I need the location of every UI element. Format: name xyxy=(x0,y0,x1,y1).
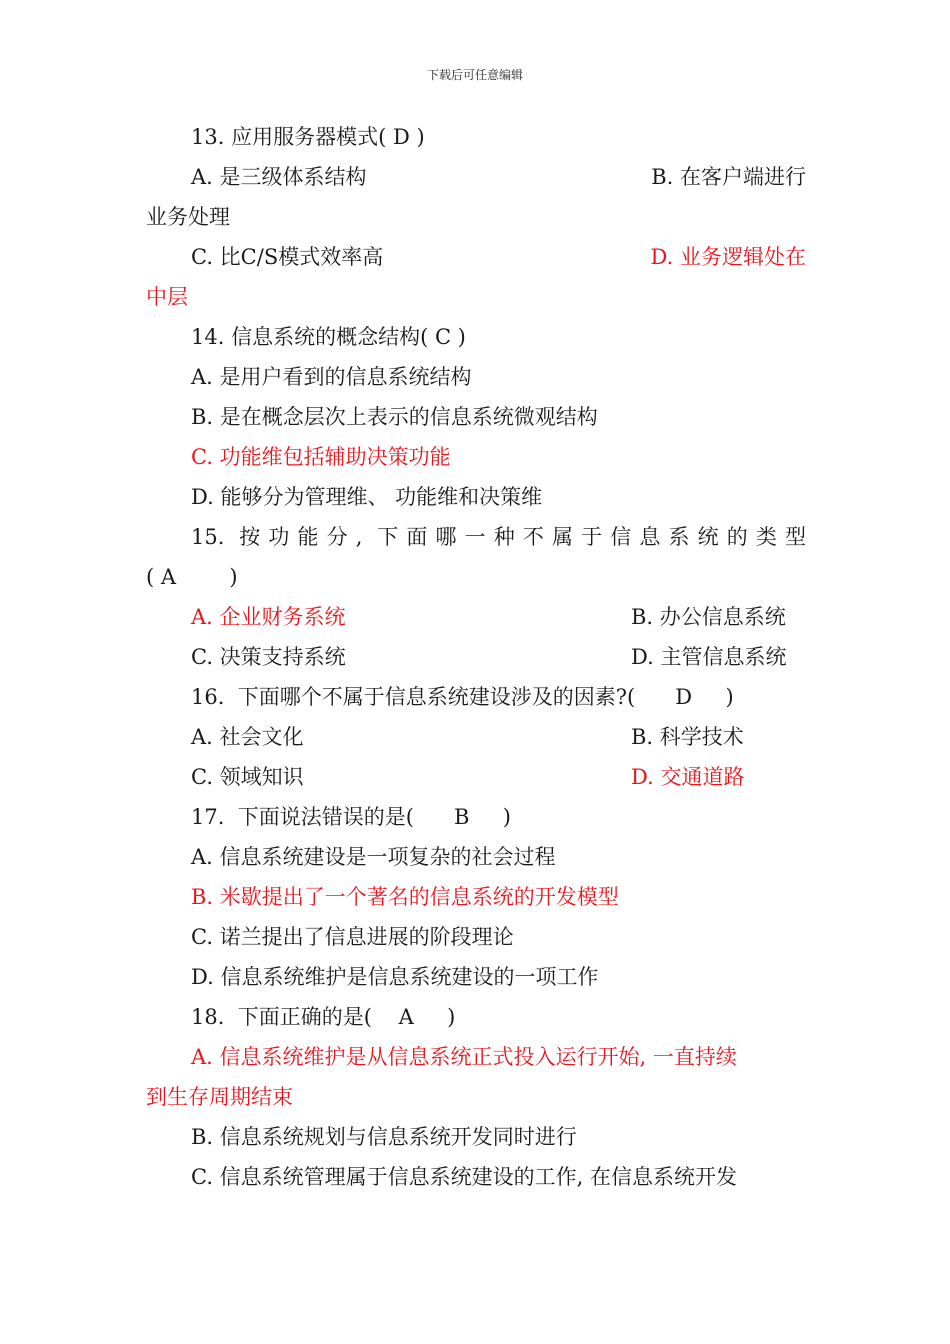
page-header: 下载后可任意编辑 xyxy=(426,68,523,82)
question-14-option-d: D. 能够分为管理维、 功能维和决策维 xyxy=(191,485,543,509)
question-17-option-c: C. 诺兰提出了信息进展的阶段理论 xyxy=(191,925,514,949)
question-15-stem-tail: ( A ) xyxy=(146,565,238,589)
question-17-option-a: A. 信息系统建设是一项复杂的社会过程 xyxy=(191,845,556,869)
question-16-option-d: D. 交通道路 xyxy=(631,765,745,789)
question-13-stem: 13. 应用服务器模式( D ) xyxy=(191,125,425,149)
question-14-stem: 14. 信息系统的概念结构( C ) xyxy=(191,325,466,349)
question-15-option-b: B. 办公信息系统 xyxy=(631,605,786,629)
question-16-option-b: B. 科学技术 xyxy=(631,725,744,749)
question-16-row-cd xyxy=(146,757,806,797)
question-18-stem: 18. 下面正确的是( A ) xyxy=(191,1005,456,1029)
question-14-option-a: A. 是用户看到的信息系统结构 xyxy=(191,365,472,389)
question-15-option-a: A. 企业财务系统 xyxy=(191,605,346,629)
question-15-row-cd xyxy=(146,637,806,677)
question-14-option-c: C. 功能维包括辅助决策功能 xyxy=(191,445,451,469)
question-18-option-a-head: A. 信息系统维护是从信息系统正式投入运行开始, 一直持续 xyxy=(191,1045,737,1069)
question-13-option-a: A. 是三级体系结构 xyxy=(191,165,367,189)
question-16-option-a: A. 社会文化 xyxy=(191,725,304,749)
question-15-row-ab xyxy=(146,597,806,637)
question-15-option-c: C. 决策支持系统 xyxy=(191,645,346,669)
question-13-option-b-head: B. 在客户端进行 xyxy=(651,165,806,189)
document-body xyxy=(146,117,806,1197)
question-13-option-d-tail: 中层 xyxy=(146,285,188,309)
question-15-stem-head: 15. 按功能分, 下面哪一种不属于信息系统的类型 xyxy=(191,525,806,549)
question-15-option-d: D. 主管信息系统 xyxy=(631,645,787,669)
question-17-option-d: D. 信息系统维护是信息系统建设的一项工作 xyxy=(191,965,599,989)
question-13-option-b-tail: 业务处理 xyxy=(146,205,230,229)
question-18-option-b: B. 信息系统规划与信息系统开发同时进行 xyxy=(191,1125,577,1149)
question-17-stem: 17. 下面说法错误的是( B ) xyxy=(191,805,511,829)
question-13-row-ab xyxy=(146,157,806,197)
question-16-row-ab xyxy=(146,717,806,757)
question-16-stem: 16. 下面哪个不属于信息系统建设涉及的因素?( D ) xyxy=(191,685,734,709)
question-13-option-d-head: D. 业务逻辑处在 xyxy=(650,245,806,269)
question-14-option-b: B. 是在概念层次上表示的信息系统微观结构 xyxy=(191,405,598,429)
question-18-option-c: C. 信息系统管理属于信息系统建设的工作, 在信息系统开发 xyxy=(191,1165,738,1189)
question-18-option-a-tail: 到生存周期结束 xyxy=(146,1085,293,1109)
question-13-option-c: C. 比C/S模式效率高 xyxy=(191,245,384,269)
question-17-option-b: B. 米歇提出了一个著名的信息系统的开发模型 xyxy=(191,885,619,909)
question-13-row-cd xyxy=(146,237,806,277)
question-16-option-c: C. 领域知识 xyxy=(191,765,304,789)
